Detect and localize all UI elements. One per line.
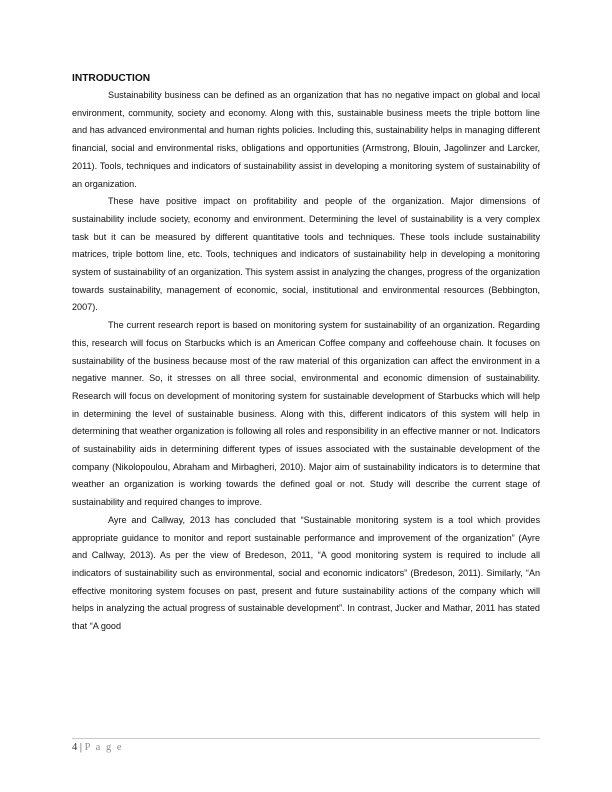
page-label: P a g e (84, 742, 124, 753)
page-number: 4 (72, 742, 78, 753)
paragraph-1: Sustainability business can be defined as an organization that has no negative impact on global and local environment, community, society and economy. Along with this, sustainable business meets the triple bottom line and has advanced environmental and human rights policies. Including this, sustainability helps in managing different financial, social and environmental risks, obligations and opportunities (Armstrong, Blouin, Jagolinzer and Larcker, 2011). Tools, techniques and indicators of sustainability assist in developing a monitoring system of sustainability of an organization. (72, 90, 540, 189)
page-footer (72, 738, 540, 753)
section-heading: INTRODUCTION (72, 73, 151, 84)
paragraph-4: Ayre and Callway, 2013 has concluded that “Sustainable monitoring system is a tool which provides appropriate guidance to monitor and report sustainable performance and improvement of the organization” (Ayre and Callway, 2013). As per the view of Bredeson, 2011, “A good monitoring system is required to include all indicators of sustainability such as environmental, social and economic indicators” (Bredeson, 2011). Similarly, “An effective monitoring system focuses on past, present and future sustainability actions of the company which will helps in analyzing the actual progress of sustainable development”. In contrast, Jucker and Mathar, 2011 has stated that “A good (72, 514, 540, 632)
paragraph-3: The current research report is based on monitoring system for sustainability of an organization. Regarding this, research will focus on Starbucks which is an American Coffee company and coffeehouse chain. It focuses on sustainability of the business because most of the raw material of this organization can affect the environment in a negative manner. So, it stresses on all three social, environmental and economic dimension of sustainability. Research will focus on development of monitoring system for sustainable development of Starbucks which will help in determining the level of sustainable business. Along with this, different indicators of this system will help in determining that weather organization is following all roles and responsibility in an effective manner or not. Indicators of sustainability aids in determining different types of issues associated with the sustainable development of the company (Nikolopoulou, Abraham and Mirbagheri, 2010). Major aim of sustainability indicators is to determine that weather an organization is working towards the defined goal or not. Study will describe the current stage of sustainability and required changes to improve. (72, 320, 540, 508)
paragraph-2: These have positive impact on profitability and people of the organization. Major dimensions of sustainability include society, economy and environment. Determining the level of sustainability is a very complex task but it can be measured by different quantitative tools and techniques. These tools include sustainability matrices, triple bottom line, etc. Tools, techniques and indicators of sustainability help in developing a monitoring system of sustainability of an organization. This system assist in analyzing the changes, progress of the organization towards sustainability, management of economic, social, institutional and environmental resources (Bebbington, 2007). (72, 196, 540, 313)
document-body (72, 70, 540, 636)
footer-separator: | (79, 742, 82, 753)
